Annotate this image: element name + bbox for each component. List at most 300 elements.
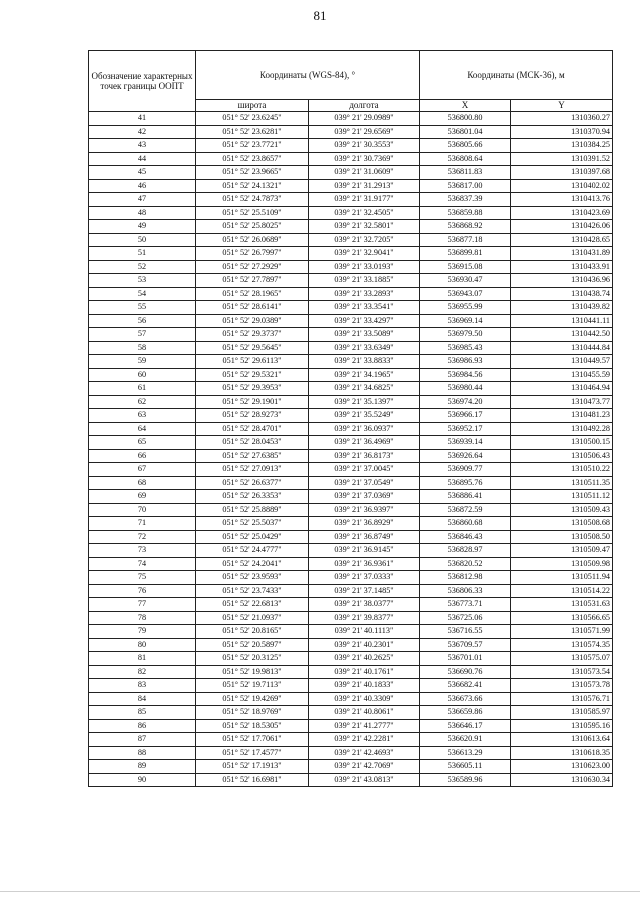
point-number-cell: 50 xyxy=(89,233,196,247)
y-cell: 1310464.94 xyxy=(511,382,613,396)
point-number-cell: 49 xyxy=(89,220,196,234)
latitude-cell: 051° 52' 24.7873" xyxy=(196,193,309,207)
longitude-cell: 039° 21' 37.1485" xyxy=(309,584,420,598)
table-row xyxy=(89,125,613,139)
table-row xyxy=(89,476,613,490)
y-cell: 1310571.99 xyxy=(511,625,613,639)
x-cell: 536860.68 xyxy=(420,517,511,531)
longitude-cell: 039° 21' 36.9361" xyxy=(309,557,420,571)
latitude-cell: 051° 52' 26.6377" xyxy=(196,476,309,490)
table-row xyxy=(89,220,613,234)
table-row xyxy=(89,395,613,409)
x-cell: 536955.99 xyxy=(420,301,511,315)
longitude-cell: 039° 21' 33.2893" xyxy=(309,287,420,301)
y-cell: 1310514.22 xyxy=(511,584,613,598)
header-x: X xyxy=(420,100,511,112)
latitude-cell: 051° 52' 23.9665" xyxy=(196,166,309,180)
longitude-cell: 039° 21' 40.1761" xyxy=(309,665,420,679)
x-cell: 536812.98 xyxy=(420,571,511,585)
x-cell: 536589.96 xyxy=(420,773,511,787)
x-cell: 536915.08 xyxy=(420,260,511,274)
y-cell: 1310397.68 xyxy=(511,166,613,180)
point-number-cell: 52 xyxy=(89,260,196,274)
point-number-cell: 86 xyxy=(89,719,196,733)
y-cell: 1310506.43 xyxy=(511,449,613,463)
y-cell: 1310492.28 xyxy=(511,422,613,436)
point-number-cell: 43 xyxy=(89,139,196,153)
y-cell: 1310436.96 xyxy=(511,274,613,288)
longitude-cell: 039° 21' 32.9041" xyxy=(309,247,420,261)
y-cell: 1310566.65 xyxy=(511,611,613,625)
longitude-cell: 039° 21' 42.7069" xyxy=(309,760,420,774)
point-number-cell: 77 xyxy=(89,598,196,612)
latitude-cell: 051° 52' 28.9273" xyxy=(196,409,309,423)
x-cell: 536899.81 xyxy=(420,247,511,261)
x-cell: 536969.14 xyxy=(420,314,511,328)
coordinates-table xyxy=(88,50,613,787)
table-row xyxy=(89,382,613,396)
y-cell: 1310585.97 xyxy=(511,706,613,720)
table-row xyxy=(89,314,613,328)
table-row xyxy=(89,449,613,463)
latitude-cell: 051° 52' 28.6141" xyxy=(196,301,309,315)
longitude-cell: 039° 21' 38.0377" xyxy=(309,598,420,612)
y-cell: 1310444.84 xyxy=(511,341,613,355)
point-number-cell: 79 xyxy=(89,625,196,639)
longitude-cell: 039° 21' 37.0369" xyxy=(309,490,420,504)
latitude-cell: 051° 52' 24.1321" xyxy=(196,179,309,193)
point-number-cell: 60 xyxy=(89,368,196,382)
latitude-cell: 051° 52' 26.7997" xyxy=(196,247,309,261)
x-cell: 536716.55 xyxy=(420,625,511,639)
table-row xyxy=(89,638,613,652)
x-cell: 536980.44 xyxy=(420,382,511,396)
point-number-cell: 80 xyxy=(89,638,196,652)
longitude-cell: 039° 21' 37.0333" xyxy=(309,571,420,585)
latitude-cell: 051° 52' 18.5305" xyxy=(196,719,309,733)
longitude-cell: 039° 21' 36.8173" xyxy=(309,449,420,463)
y-cell: 1310595.16 xyxy=(511,719,613,733)
y-cell: 1310481.23 xyxy=(511,409,613,423)
x-cell: 536846.43 xyxy=(420,530,511,544)
page-bottom-rule xyxy=(0,891,640,892)
table-row xyxy=(89,719,613,733)
table-row xyxy=(89,166,613,180)
longitude-cell: 039° 21' 43.0813" xyxy=(309,773,420,787)
point-number-cell: 64 xyxy=(89,422,196,436)
x-cell: 536773.71 xyxy=(420,598,511,612)
longitude-cell: 039° 21' 33.1885" xyxy=(309,274,420,288)
longitude-cell: 039° 21' 29.0989" xyxy=(309,112,420,126)
y-cell: 1310423.69 xyxy=(511,206,613,220)
point-number-cell: 54 xyxy=(89,287,196,301)
point-number-cell: 84 xyxy=(89,692,196,706)
y-cell: 1310391.52 xyxy=(511,152,613,166)
table-row xyxy=(89,112,613,126)
table-row xyxy=(89,274,613,288)
x-cell: 536986.93 xyxy=(420,355,511,369)
point-number-cell: 65 xyxy=(89,436,196,450)
point-number-cell: 82 xyxy=(89,665,196,679)
point-number-cell: 61 xyxy=(89,382,196,396)
longitude-cell: 039° 21' 36.8929" xyxy=(309,517,420,531)
y-cell: 1310500.15 xyxy=(511,436,613,450)
table-row xyxy=(89,584,613,598)
y-cell: 1310438.74 xyxy=(511,287,613,301)
y-cell: 1310384.25 xyxy=(511,139,613,153)
x-cell: 536984.56 xyxy=(420,368,511,382)
y-cell: 1310433.91 xyxy=(511,260,613,274)
latitude-cell: 051° 52' 24.4777" xyxy=(196,544,309,558)
table-row xyxy=(89,517,613,531)
latitude-cell: 051° 52' 25.5037" xyxy=(196,517,309,531)
table-row xyxy=(89,341,613,355)
latitude-cell: 051° 52' 28.0453" xyxy=(196,436,309,450)
point-number-cell: 68 xyxy=(89,476,196,490)
y-cell: 1310511.94 xyxy=(511,571,613,585)
point-number-cell: 87 xyxy=(89,733,196,747)
point-number-cell: 76 xyxy=(89,584,196,598)
x-cell: 536926.64 xyxy=(420,449,511,463)
y-cell: 1310431.89 xyxy=(511,247,613,261)
x-cell: 536659.86 xyxy=(420,706,511,720)
latitude-cell: 051° 52' 27.6385" xyxy=(196,449,309,463)
x-cell: 536868.92 xyxy=(420,220,511,234)
latitude-cell: 051° 52' 20.5897" xyxy=(196,638,309,652)
x-cell: 536709.57 xyxy=(420,638,511,652)
x-cell: 536605.11 xyxy=(420,760,511,774)
table-row xyxy=(89,328,613,342)
x-cell: 536725.06 xyxy=(420,611,511,625)
latitude-cell: 051° 52' 25.8889" xyxy=(196,503,309,517)
x-cell: 536646.17 xyxy=(420,719,511,733)
longitude-cell: 039° 21' 40.1113" xyxy=(309,625,420,639)
latitude-cell: 051° 52' 23.8657" xyxy=(196,152,309,166)
latitude-cell: 051° 52' 22.6813" xyxy=(196,598,309,612)
x-cell: 536979.50 xyxy=(420,328,511,342)
latitude-cell: 051° 52' 26.3353" xyxy=(196,490,309,504)
longitude-cell: 039° 21' 33.0193" xyxy=(309,260,420,274)
x-cell: 536828.97 xyxy=(420,544,511,558)
table-row xyxy=(89,355,613,369)
latitude-cell: 051° 52' 19.9813" xyxy=(196,665,309,679)
y-cell: 1310509.47 xyxy=(511,544,613,558)
table-row xyxy=(89,652,613,666)
latitude-cell: 051° 52' 28.1965" xyxy=(196,287,309,301)
latitude-cell: 051° 52' 19.4269" xyxy=(196,692,309,706)
table-row xyxy=(89,625,613,639)
y-cell: 1310370.94 xyxy=(511,125,613,139)
y-cell: 1310413.76 xyxy=(511,193,613,207)
point-number-cell: 51 xyxy=(89,247,196,261)
y-cell: 1310449.57 xyxy=(511,355,613,369)
table-row xyxy=(89,571,613,585)
table-row xyxy=(89,193,613,207)
latitude-cell: 051° 52' 23.6281" xyxy=(196,125,309,139)
longitude-cell: 039° 21' 42.4693" xyxy=(309,746,420,760)
point-number-cell: 48 xyxy=(89,206,196,220)
table-row xyxy=(89,206,613,220)
x-cell: 536817.00 xyxy=(420,179,511,193)
latitude-cell: 051° 52' 20.3125" xyxy=(196,652,309,666)
latitude-cell: 051° 52' 29.3953" xyxy=(196,382,309,396)
longitude-cell: 039° 21' 36.0937" xyxy=(309,422,420,436)
table-row xyxy=(89,733,613,747)
point-number-cell: 46 xyxy=(89,179,196,193)
latitude-cell: 051° 52' 27.0913" xyxy=(196,463,309,477)
longitude-cell: 039° 21' 32.7205" xyxy=(309,233,420,247)
longitude-cell: 039° 21' 36.8749" xyxy=(309,530,420,544)
x-cell: 536613.29 xyxy=(420,746,511,760)
point-number-cell: 62 xyxy=(89,395,196,409)
point-number-cell: 66 xyxy=(89,449,196,463)
longitude-cell: 039° 21' 36.9145" xyxy=(309,544,420,558)
header-y: Y xyxy=(511,100,613,112)
point-number-cell: 70 xyxy=(89,503,196,517)
point-number-cell: 75 xyxy=(89,571,196,585)
longitude-cell: 039° 21' 30.7369" xyxy=(309,152,420,166)
longitude-cell: 039° 21' 40.8061" xyxy=(309,706,420,720)
point-number-cell: 85 xyxy=(89,706,196,720)
y-cell: 1310442.50 xyxy=(511,328,613,342)
y-cell: 1310510.22 xyxy=(511,463,613,477)
latitude-cell: 051° 52' 16.6981" xyxy=(196,773,309,787)
x-cell: 536701.01 xyxy=(420,652,511,666)
latitude-cell: 051° 52' 21.0937" xyxy=(196,611,309,625)
point-number-cell: 59 xyxy=(89,355,196,369)
x-cell: 536806.33 xyxy=(420,584,511,598)
longitude-cell: 039° 21' 31.0609" xyxy=(309,166,420,180)
point-number-cell: 83 xyxy=(89,679,196,693)
y-cell: 1310618.35 xyxy=(511,746,613,760)
table-row xyxy=(89,544,613,558)
latitude-cell: 051° 52' 26.0689" xyxy=(196,233,309,247)
x-cell: 536811.83 xyxy=(420,166,511,180)
longitude-cell: 039° 21' 37.0549" xyxy=(309,476,420,490)
table-row xyxy=(89,260,613,274)
point-number-cell: 58 xyxy=(89,341,196,355)
table-row xyxy=(89,409,613,423)
x-cell: 536985.43 xyxy=(420,341,511,355)
table-row xyxy=(89,301,613,315)
point-number-cell: 72 xyxy=(89,530,196,544)
y-cell: 1310575.07 xyxy=(511,652,613,666)
longitude-cell: 039° 21' 30.3553" xyxy=(309,139,420,153)
y-cell: 1310576.71 xyxy=(511,692,613,706)
latitude-cell: 051° 52' 27.7897" xyxy=(196,274,309,288)
table-row xyxy=(89,436,613,450)
longitude-cell: 039° 21' 32.4505" xyxy=(309,206,420,220)
latitude-cell: 051° 52' 17.7061" xyxy=(196,733,309,747)
y-cell: 1310441.11 xyxy=(511,314,613,328)
latitude-cell: 051° 52' 23.7433" xyxy=(196,584,309,598)
x-cell: 536877.18 xyxy=(420,233,511,247)
longitude-cell: 039° 21' 33.4297" xyxy=(309,314,420,328)
header-longitude: долгота xyxy=(309,100,420,112)
latitude-cell: 051° 52' 25.5109" xyxy=(196,206,309,220)
latitude-cell: 051° 52' 25.0429" xyxy=(196,530,309,544)
y-cell: 1310508.50 xyxy=(511,530,613,544)
latitude-cell: 051° 52' 29.0389" xyxy=(196,314,309,328)
table-row xyxy=(89,746,613,760)
point-number-cell: 44 xyxy=(89,152,196,166)
point-number-cell: 78 xyxy=(89,611,196,625)
y-cell: 1310511.12 xyxy=(511,490,613,504)
longitude-cell: 039° 21' 40.2301" xyxy=(309,638,420,652)
x-cell: 536895.76 xyxy=(420,476,511,490)
table-row xyxy=(89,490,613,504)
latitude-cell: 051° 52' 25.8025" xyxy=(196,220,309,234)
point-number-cell: 57 xyxy=(89,328,196,342)
header-points: Обозначение характерных точек границы ООПТ xyxy=(89,51,196,112)
y-cell: 1310428.65 xyxy=(511,233,613,247)
longitude-cell: 039° 21' 32.5801" xyxy=(309,220,420,234)
table-row xyxy=(89,233,613,247)
latitude-cell: 051° 52' 24.2041" xyxy=(196,557,309,571)
y-cell: 1310573.78 xyxy=(511,679,613,693)
table-row xyxy=(89,665,613,679)
latitude-cell: 051° 52' 23.9593" xyxy=(196,571,309,585)
latitude-cell: 051° 52' 28.4701" xyxy=(196,422,309,436)
point-number-cell: 63 xyxy=(89,409,196,423)
y-cell: 1310473.77 xyxy=(511,395,613,409)
x-cell: 536859.88 xyxy=(420,206,511,220)
longitude-cell: 039° 21' 29.6569" xyxy=(309,125,420,139)
table-row xyxy=(89,760,613,774)
x-cell: 536939.14 xyxy=(420,436,511,450)
x-cell: 536620.91 xyxy=(420,733,511,747)
longitude-cell: 039° 21' 36.4969" xyxy=(309,436,420,450)
y-cell: 1310630.34 xyxy=(511,773,613,787)
table-row xyxy=(89,679,613,693)
point-number-cell: 71 xyxy=(89,517,196,531)
y-cell: 1310509.98 xyxy=(511,557,613,571)
longitude-cell: 039° 21' 41.2777" xyxy=(309,719,420,733)
x-cell: 536974.20 xyxy=(420,395,511,409)
point-number-cell: 42 xyxy=(89,125,196,139)
x-cell: 536801.04 xyxy=(420,125,511,139)
table-body xyxy=(89,112,613,787)
x-cell: 536837.39 xyxy=(420,193,511,207)
longitude-cell: 039° 21' 42.2281" xyxy=(309,733,420,747)
latitude-cell: 051° 52' 23.7721" xyxy=(196,139,309,153)
table-row xyxy=(89,706,613,720)
longitude-cell: 039° 21' 40.3309" xyxy=(309,692,420,706)
point-number-cell: 47 xyxy=(89,193,196,207)
y-cell: 1310511.35 xyxy=(511,476,613,490)
y-cell: 1310573.54 xyxy=(511,665,613,679)
x-cell: 536872.59 xyxy=(420,503,511,517)
longitude-cell: 039° 21' 33.6349" xyxy=(309,341,420,355)
point-number-cell: 74 xyxy=(89,557,196,571)
longitude-cell: 039° 21' 35.5249" xyxy=(309,409,420,423)
y-cell: 1310508.68 xyxy=(511,517,613,531)
x-cell: 536690.76 xyxy=(420,665,511,679)
longitude-cell: 039° 21' 31.9177" xyxy=(309,193,420,207)
x-cell: 536805.66 xyxy=(420,139,511,153)
latitude-cell: 051° 52' 17.4577" xyxy=(196,746,309,760)
point-number-cell: 73 xyxy=(89,544,196,558)
point-number-cell: 41 xyxy=(89,112,196,126)
x-cell: 536682.41 xyxy=(420,679,511,693)
longitude-cell: 039° 21' 33.3541" xyxy=(309,301,420,315)
longitude-cell: 039° 21' 33.5089" xyxy=(309,328,420,342)
latitude-cell: 051° 52' 29.3737" xyxy=(196,328,309,342)
x-cell: 536952.17 xyxy=(420,422,511,436)
table-row xyxy=(89,503,613,517)
x-cell: 536820.52 xyxy=(420,557,511,571)
longitude-cell: 039° 21' 31.2913" xyxy=(309,179,420,193)
table-row xyxy=(89,773,613,787)
latitude-cell: 051° 52' 17.1913" xyxy=(196,760,309,774)
x-cell: 536886.41 xyxy=(420,490,511,504)
table-row xyxy=(89,530,613,544)
point-number-cell: 45 xyxy=(89,166,196,180)
table-row xyxy=(89,557,613,571)
longitude-cell: 039° 21' 34.6825" xyxy=(309,382,420,396)
table-row xyxy=(89,692,613,706)
point-number-cell: 55 xyxy=(89,301,196,315)
x-cell: 536909.77 xyxy=(420,463,511,477)
y-cell: 1310402.02 xyxy=(511,179,613,193)
longitude-cell: 039° 21' 33.8833" xyxy=(309,355,420,369)
point-number-cell: 81 xyxy=(89,652,196,666)
y-cell: 1310574.35 xyxy=(511,638,613,652)
table-row xyxy=(89,463,613,477)
longitude-cell: 039° 21' 34.1965" xyxy=(309,368,420,382)
x-cell: 536930.47 xyxy=(420,274,511,288)
longitude-cell: 039° 21' 40.2625" xyxy=(309,652,420,666)
x-cell: 536966.17 xyxy=(420,409,511,423)
table-row xyxy=(89,598,613,612)
latitude-cell: 051° 52' 29.5321" xyxy=(196,368,309,382)
y-cell: 1310509.43 xyxy=(511,503,613,517)
table-row xyxy=(89,152,613,166)
longitude-cell: 039° 21' 36.9397" xyxy=(309,503,420,517)
y-cell: 1310360.27 xyxy=(511,112,613,126)
table-row xyxy=(89,368,613,382)
y-cell: 1310531.63 xyxy=(511,598,613,612)
latitude-cell: 051° 52' 18.9769" xyxy=(196,706,309,720)
y-cell: 1310623.00 xyxy=(511,760,613,774)
x-cell: 536673.66 xyxy=(420,692,511,706)
table-row xyxy=(89,287,613,301)
longitude-cell: 039° 21' 40.1833" xyxy=(309,679,420,693)
y-cell: 1310426.06 xyxy=(511,220,613,234)
table-row xyxy=(89,139,613,153)
y-cell: 1310455.59 xyxy=(511,368,613,382)
latitude-cell: 051° 52' 29.5645" xyxy=(196,341,309,355)
header-msk36: Координаты (МСК-36), м xyxy=(420,51,613,100)
latitude-cell: 051° 52' 29.1901" xyxy=(196,395,309,409)
longitude-cell: 039° 21' 37.0045" xyxy=(309,463,420,477)
latitude-cell: 051° 52' 27.2929" xyxy=(196,260,309,274)
table-row xyxy=(89,247,613,261)
y-cell: 1310613.64 xyxy=(511,733,613,747)
table-row xyxy=(89,611,613,625)
table-row xyxy=(89,422,613,436)
latitude-cell: 051° 52' 19.7113" xyxy=(196,679,309,693)
latitude-cell: 051° 52' 29.6113" xyxy=(196,355,309,369)
point-number-cell: 56 xyxy=(89,314,196,328)
header-latitude: широта xyxy=(196,100,309,112)
table-row xyxy=(89,179,613,193)
latitude-cell: 051° 52' 20.8165" xyxy=(196,625,309,639)
longitude-cell: 039° 21' 35.1397" xyxy=(309,395,420,409)
page-number: 81 xyxy=(313,8,327,23)
point-number-cell: 69 xyxy=(89,490,196,504)
point-number-cell: 67 xyxy=(89,463,196,477)
